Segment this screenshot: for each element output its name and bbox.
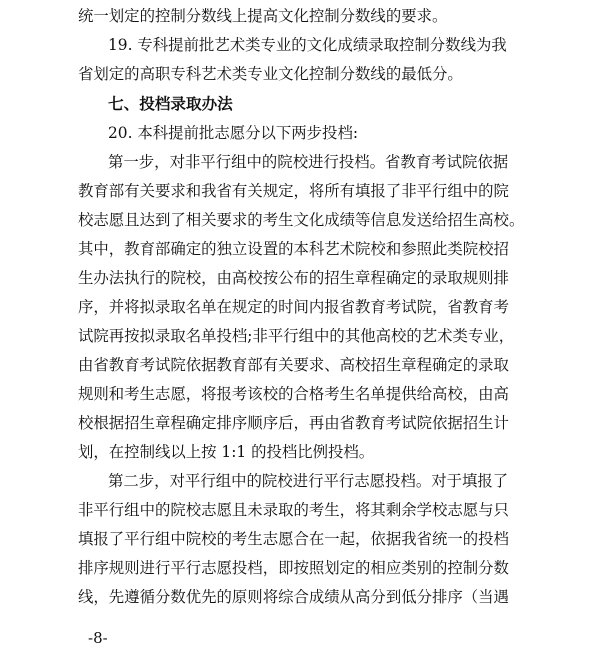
paragraph-line: 统一划定的控制分数线上提高文化控制分数线的要求。 <box>78 7 448 25</box>
paragraph-line: 19. 专科提前批艺术类专业的文化成绩录取控制分数线为我 <box>108 36 507 54</box>
paragraph-line: 教育部有关要求和我省有关规定，将所有填报了非平行组中的院 <box>78 182 509 200</box>
paragraph-line: 序，并将拟录取名单在规定的时间内报省教育考试院，省教育考 <box>78 298 509 316</box>
paragraph-line: 校根据招生章程确定排序顺序后，再由省教育考试院依据招生计 <box>78 414 509 432</box>
paragraph-line: 生办法执行的院校，由高校按公布的招生章程确定的录取规则排 <box>78 269 509 287</box>
paragraph-line: 校志愿且达到了相关要求的考生文化成绩等信息发送给招生高校。 <box>78 211 525 229</box>
paragraph-line: 第二步，对平行组中的院校进行平行志愿投档。对于填报了 <box>108 472 509 490</box>
paragraph-line: 由省教育考试院依据教育部有关要求、高校招生章程确定的录取 <box>78 356 509 374</box>
paragraph-line: 第一步，对非平行组中的院校进行投档。省教育考试院依据 <box>108 153 509 171</box>
paragraph-line: 省划定的高职专科艺术类专业文化控制分数线的最低分。 <box>78 65 463 83</box>
paragraph-line: 排序规则进行平行志愿投档，即按照划定的相应类别的控制分数 <box>78 559 509 577</box>
paragraph-line: 规则和考生志愿，将报考该校的合格考生名单提供给高校，由高 <box>78 385 509 403</box>
paragraph-line: 填报了平行组中院校的考生志愿合在一起，依据我省统一的投档 <box>78 530 509 548</box>
paragraph-line: 线，先遵循分数优先的原则将综合成绩从高分到低分排序（当遇 <box>78 588 509 606</box>
paragraph-line: 试院再按拟录取名单投档;非平行组中的其他高校的艺术类专业， <box>78 327 515 345</box>
paragraph-line: 划，在控制线以上按 1:1 的投档比例投档。 <box>78 443 375 461</box>
paragraph-line: 非平行组中的院校志愿且未录取的考生，将其剩余学校志愿与只 <box>78 501 509 519</box>
page-number: -8- <box>88 629 108 647</box>
paragraph-line: 其中，教育部确定的独立设置的本科艺术院校和参照此类院校招 <box>78 240 509 258</box>
paragraph-line: 20. 本科提前批志愿分以下两步投档: <box>108 124 359 142</box>
section-heading: 七、投档录取办法 <box>108 95 233 113</box>
